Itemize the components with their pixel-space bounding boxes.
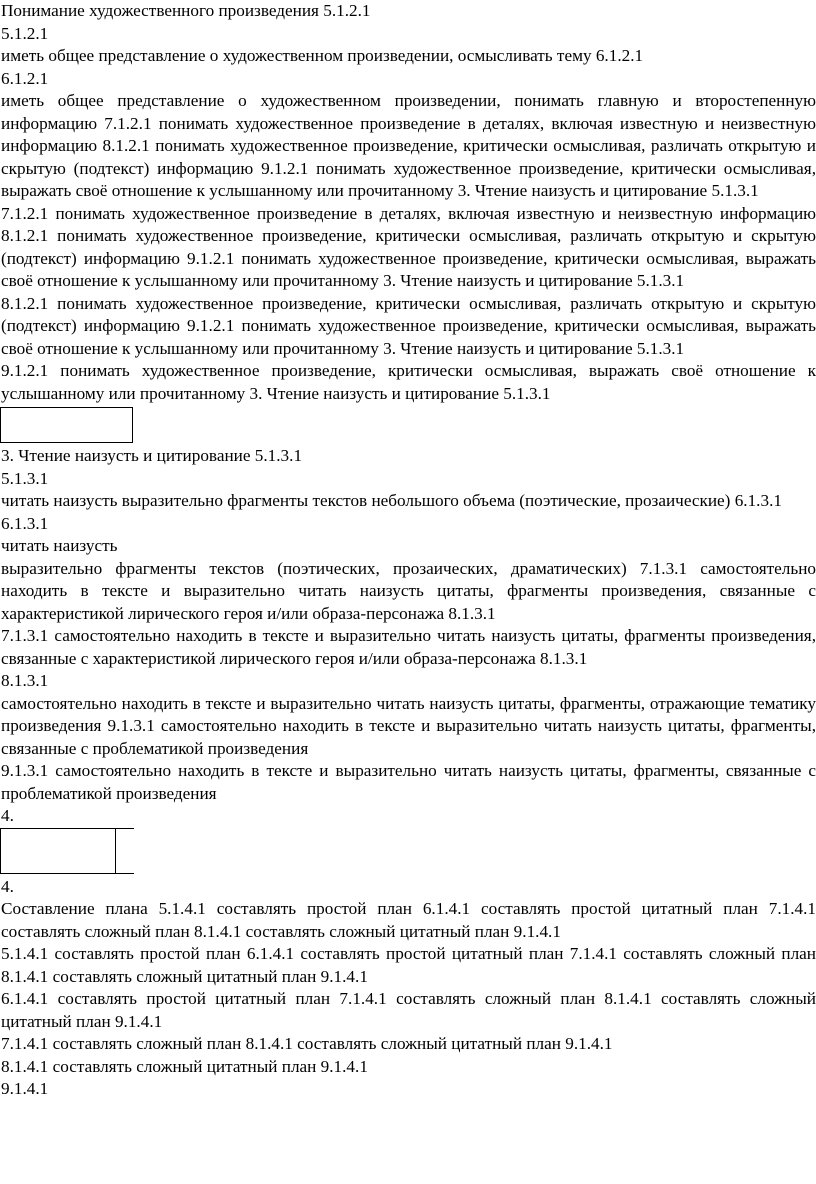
paragraph-7-1-3-1: 7.1.3.1 самостоятельно находить в тексте и выразительно читать наизусть цитаты, фрагменты произведения, связанные с характеристикой лирического героя и/или образа-персонажа 8.1.3.1 [1, 626, 816, 668]
paragraph-7-1-4-1: 7.1.4.1 составлять сложный план 8.1.4.1 составлять сложный цитатный план 9.1.4.1 [1, 1034, 613, 1053]
paragraph-9-1-3-1: 9.1.3.1 самостоятельно находить в тексте и выразительно читать наизусть цитаты, фрагменты, связанные с проблематикой произведения [1, 761, 816, 803]
section-heading-understanding: Понимание художественного произведения 5.1.2.1 [1, 1, 371, 20]
paragraph-8-1-2-1: 8.1.2.1 понимать художественное произведение, критически осмысливая, различать открытую и скрытую (подтекст) информацию 9.1.2.1 понимать художественное произведение, критически осмысливая, выражать своё отношение к услышанному или прочитанному 3. Чтение наизусть и цитирование 5.1.3.1 [1, 293, 816, 358]
section-heading-reading: 3. Чтение наизусть и цитирование 5.1.3.1 [1, 446, 303, 465]
code-5-1-3-1: 5.1.3.1 [1, 468, 49, 488]
paragraph-5-1-4-1: 5.1.4.1 составлять простой план 6.1.4.1 составлять простой цитатный план 7.1.4.1 составлять сложный план 8.1.4.1 составлять сложный цитатный план 9.1.4.1 [1, 944, 816, 986]
paragraph-5-1-3-1: читать наизусть выразительно фрагменты текстов небольшого объема (поэтические, прозаические) 6.1.3.1 [1, 491, 782, 510]
paragraph-6-1-3-1: выразительно фрагменты текстов (поэтических, прозаических, драматических) 7.1.3.1 самостоятельно находить в тексте и выразительно читать наизусть цитаты, фрагменты произведения, связанные с характеристикой лирического героя и/или образа-персонажа 8.1.3.1 [1, 558, 816, 623]
code-4: 4. [1, 876, 14, 896]
paragraph-9-1-2-1: 9.1.2.1 понимать художественное произведение, критически осмысливая, выражать своё отношение к услышанному или прочитанному 3. Чтение наизусть и цитирование 5.1.3.1 [1, 361, 816, 403]
paragraph-6-1-3-1-first: читать наизусть [1, 536, 118, 555]
paragraph-7-1-2-1: 7.1.2.1 понимать художественное произведение в деталях, включая известную и неизвестную информацию 8.1.2.1 понимать художественное произведение, критически осмысливая, различать открытую и скрытую (подтекст) информацию 9.1.2.1 понимать художественное произведение, критически осмысливая, выражать своё отношение к услышанному или прочитанному 3. Чтение наизусть и цитирование 5.1.3.1 [1, 203, 816, 290]
empty-table-cell [0, 407, 133, 443]
code-6-1-2-1: 6.1.2.1 [1, 68, 49, 88]
table-divider [115, 829, 116, 873]
paragraph-5-1-2-1: иметь общее представление о художественном произведении, осмысливать тему 6.1.2.1 [1, 46, 644, 65]
paragraph-plan: Составление плана 5.1.4.1 составлять простой план 6.1.4.1 составлять простой цитатный план 7.1.4.1 составлять сложный план 8.1.4.1 составлять сложный цитатный план 9.1.4.1 [1, 899, 816, 941]
paragraph-8-1-4-1: 8.1.4.1 составлять сложный цитатный план 9.1.4.1 [1, 1056, 368, 1076]
paragraph-8-1-3-1: самостоятельно находить в тексте и выразительно читать наизусть цитаты, фрагменты, отражающие тематику произведения 9.1.3.1 самостоятельно находить в тексте и выразительно читать наизусть цитаты, фрагменты, связанные с проблематикой произведения [1, 693, 816, 758]
section-marker-4: 4. [1, 806, 14, 825]
code-6-1-3-1: 6.1.3.1 [1, 513, 49, 533]
code-8-1-3-1: 8.1.3.1 [1, 671, 49, 690]
paragraph-6-1-4-1: 6.1.4.1 составлять простой цитатный план 7.1.4.1 составлять сложный план 8.1.4.1 составлять сложный цитатный план 9.1.4.1 [1, 989, 816, 1031]
empty-table-cells [0, 828, 134, 874]
paragraph-6-1-2-1: иметь общее представление о художественном произведении, понимать главную и второстепенную информацию 7.1.2.1 понимать художественное произведение в деталях, включая известную и неизвестную информацию 8.1.2.1 понимать художественное произведение, критически осмысливая, различать открытую и скрытую (подтекст) информацию 9.1.2.1 понимать художественное произведение, критически осмысливая, выражать своё отношение к услышанному или прочитанному 3. Чтение наизусть и цитирование 5.1.3.1 [1, 91, 816, 200]
code-9-1-4-1: 9.1.4.1 [1, 1079, 49, 1098]
code-5-1-2-1: 5.1.2.1 [1, 23, 49, 43]
